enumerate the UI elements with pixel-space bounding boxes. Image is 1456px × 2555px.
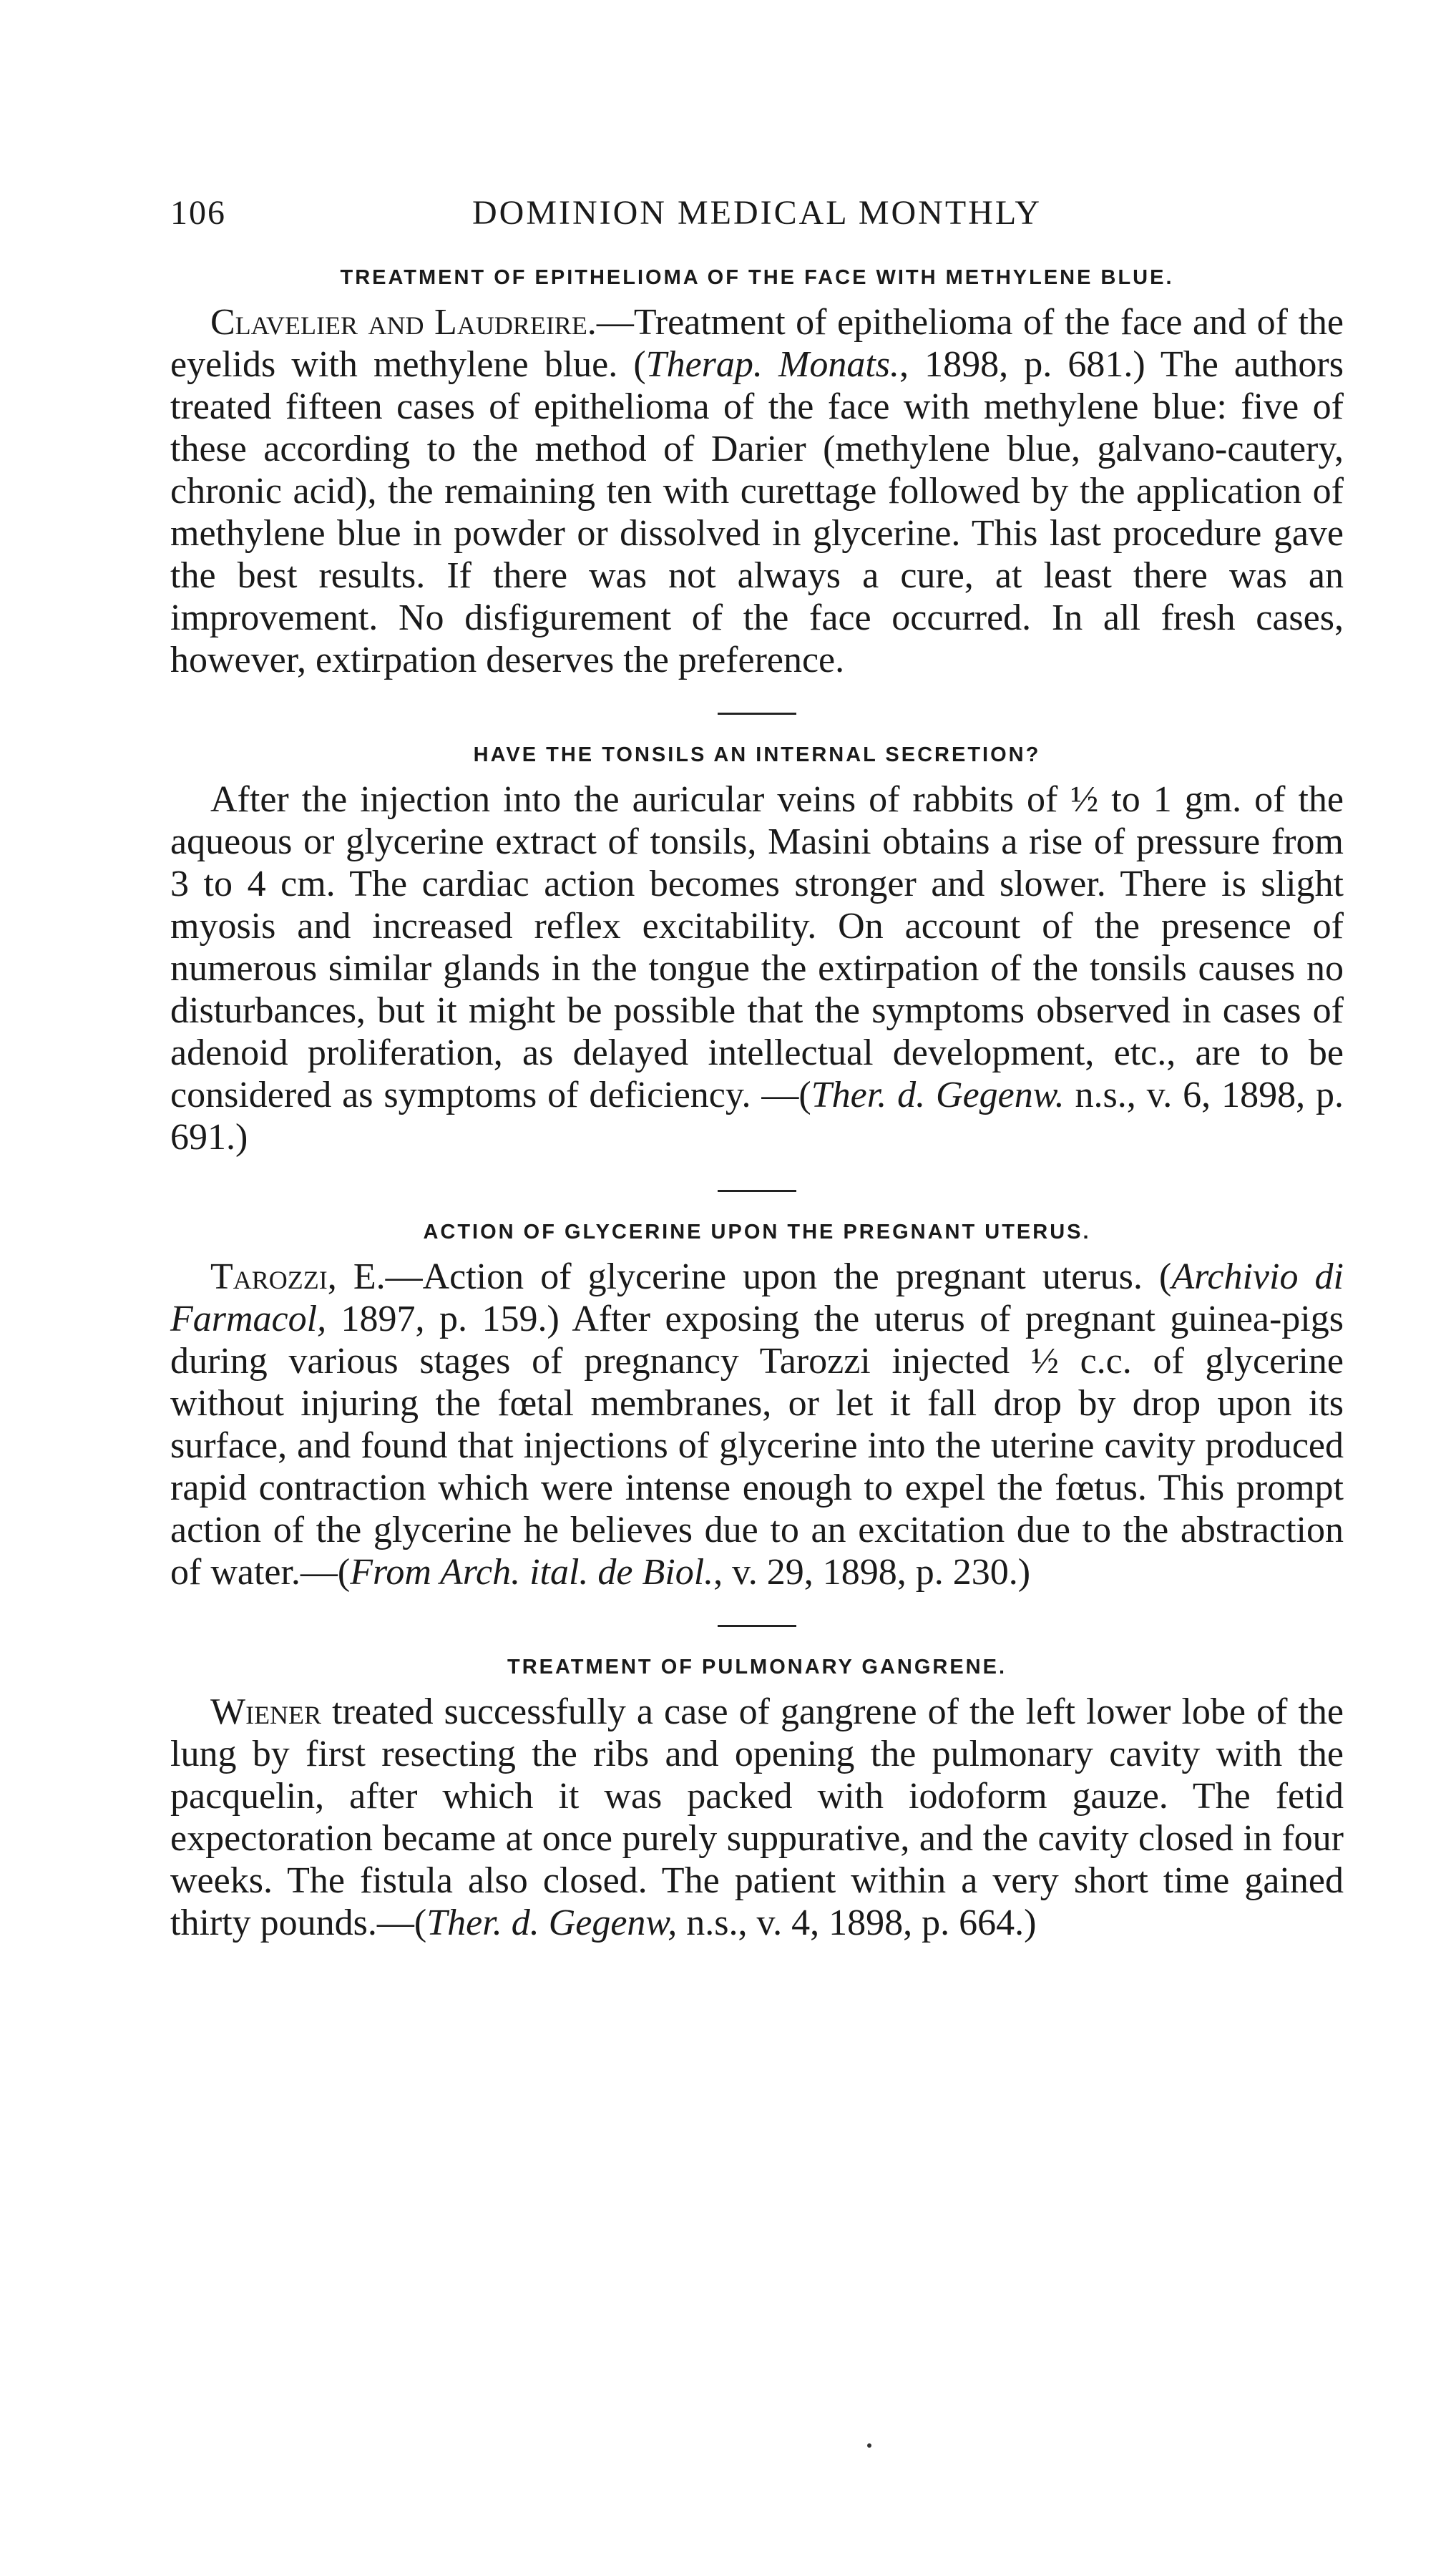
article-tonsils: [170, 743, 1344, 1158]
journal-page: [170, 193, 1344, 1944]
section-divider: [718, 1625, 796, 1627]
body-text: 1897, p. 159.) After exposing the uterus of pregnant guinea-pigs during various stages of pregnancy Tarozzi injected ½ c.c. of glycerine without injuring the fœtal membranes, or let it fall drop by drop upon its surface, and found that injections of glycerine into the uterine cavity produced rapid contraction which were intense enough to expel the fœtus. This prompt action of the glycerine he believes due to an excitation due to the abstraction of water.—(: [170, 1299, 1344, 1593]
article-body: [170, 1691, 1344, 1944]
body-text: n.s., v. 6, 1898, p. 691.): [170, 1075, 1344, 1158]
body-text: n.s., v. 4, 1898, p. 664.): [677, 1902, 1037, 1943]
article-glycerine: [170, 1221, 1344, 1593]
section-divider: [718, 713, 796, 715]
section-divider: [718, 1190, 796, 1192]
body-text: After the injection into the auricular veins of rabbits of ½ to 1 gm. of the aqueous or glycerine extract of tonsils, Masini obtains a rise of pressure from 3 to 4 cm. The cardiac action becomes stronger and slower. There is slight myosis and increased reflex excitability. On account of the presence of numerous similar glands in the tongue the extirpation of the tonsils causes no disturbances, but it might be possible that the symptoms observed in cases of adenoid proliferation, as delayed intellectual development, etc., are to be considered as symptoms of deficiency. —(: [170, 779, 1344, 1115]
article-epithelioma: [170, 266, 1344, 681]
print-speck: [867, 2443, 871, 2448]
body-text: , v. 29, 1898, p. 230.): [713, 1552, 1031, 1593]
author-name: Tarozzi, E.: [210, 1256, 386, 1297]
section-heading: HAVE THE TONSILS AN INTERNAL SECRETION?: [473, 743, 1041, 766]
article-body: [170, 1256, 1344, 1593]
body-text: —Treatment of epithelioma of the face and of the eyelids with methylene blue. (: [170, 302, 1344, 385]
section-heading: ACTION OF GLYCERINE UPON THE PREGNANT UTERUS.: [423, 1221, 1091, 1244]
body-text: treated successfully a case of gangrene of the left lower lobe of the lung by first resecting the ribs and opening the pulmonary cavity with the pacquelin, after which it was packed with iodoform gauze. The fetid expectoration became at once purely suppurative, and the cavity closed in four weeks. The fistula also closed. The patient within a very short time gained thirty pounds.—(: [170, 1691, 1344, 1943]
journal-citation: Ther. d. Gegenw,: [426, 1902, 678, 1943]
body-text: —Action of glycerine upon the pregnant uterus. (: [385, 1256, 1172, 1297]
section-heading: TREATMENT OF PULMONARY GANGRENE.: [507, 1656, 1007, 1679]
article-gangrene: [170, 1656, 1344, 1944]
journal-citation: Ther. d. Gegenw.: [811, 1075, 1065, 1115]
journal-citation: From Arch. ital. de Biol.: [350, 1552, 714, 1593]
journal-citation: Therap. Monats.: [645, 344, 900, 385]
page-number: 106: [170, 194, 226, 232]
article-body: [170, 778, 1344, 1158]
section-heading: TREATMENT OF EPITHELIOMA OF THE FACE WITH METHYLENE BLUE.: [340, 266, 1174, 289]
author-name: Clavelier and Laudreire.: [210, 302, 597, 343]
running-head: [170, 193, 1344, 250]
author-name: Wiener: [210, 1691, 322, 1732]
body-text: , 1898, p. 681.) The authors treated fifteen cases of epithelioma of the face with methylene blue: five of these according to the method of Darier (methylene blue, galvano-cautery, chronic acid), the remaining ten with curettage followed by the application of methylene blue in powder or dissolved in glycerine. This last procedure gave the best results. If there was not always a cure, at least there was an improvement. No disfigurement of the face occurred. In all fresh cases, however, extirpation deserves the preference.: [170, 344, 1344, 680]
article-body: [170, 301, 1344, 681]
journal-title: DOMINION MEDICAL MONTHLY: [472, 194, 1042, 232]
journal-citation: Archivio di Farmacol,: [170, 1256, 1344, 1339]
